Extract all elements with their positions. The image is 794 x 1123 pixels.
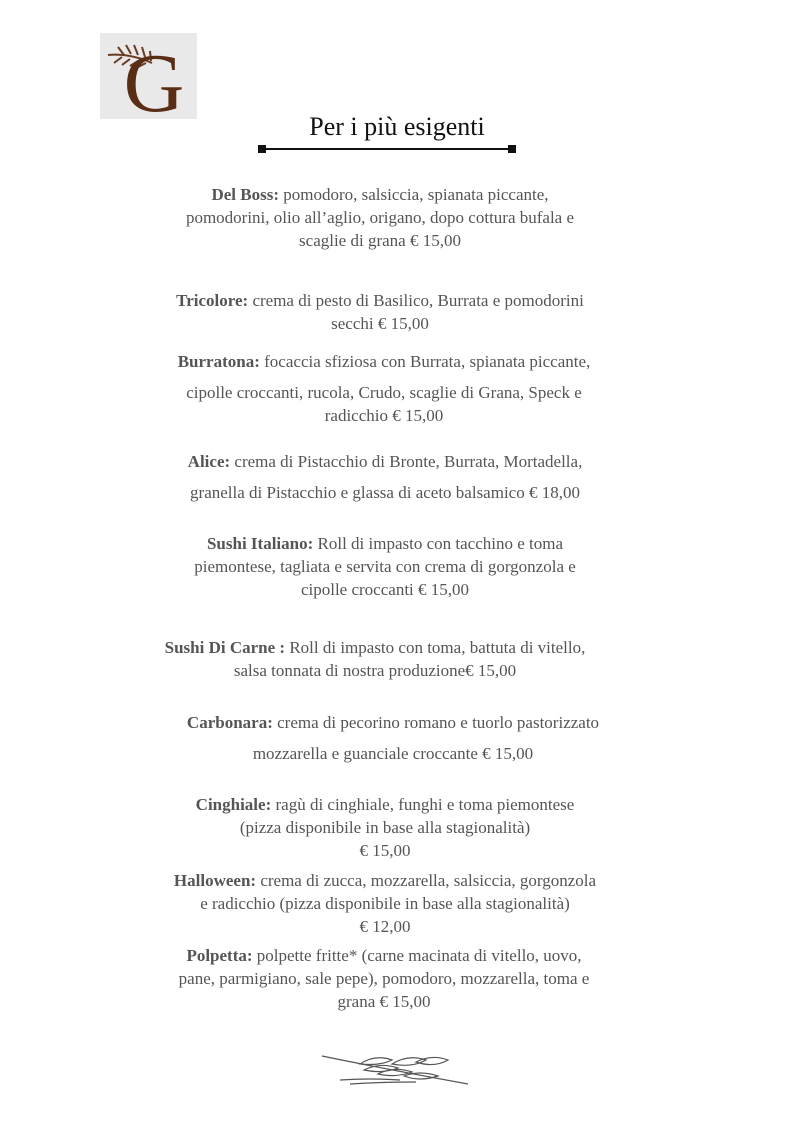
item-desc: secchi € 15,00 [331, 314, 429, 333]
item-desc: crema di pecorino romano e tuorlo pastorizzato [272, 713, 600, 732]
item-desc: e radicchio (pizza disponibile in base alla stagionalità) [200, 894, 570, 913]
item-desc: grana € 15,00 [337, 992, 431, 1011]
item-desc: (pizza disponibile in base alla stagionalità) [239, 818, 531, 837]
item-desc: pomodorini, olio all’aglio, origano, dopo cottura bufala e [185, 208, 575, 227]
menu-item-sushi-italiano [110, 532, 660, 601]
logo [100, 33, 197, 119]
menu-item-del-boss [120, 183, 640, 252]
item-desc: cipolle croccanti, rucola, Crudo, scaglie di Grana, Speck e [186, 383, 582, 402]
item-name: Burratona: [177, 352, 260, 371]
item-desc: cipolle croccanti € 15,00 [300, 580, 470, 599]
item-desc: ragù di cinghiale, funghi e toma piemontese [271, 795, 575, 814]
wheat-logo-icon [100, 33, 197, 119]
item-desc: Roll di impasto con toma, battuta di vitello, [285, 638, 586, 657]
item-desc: radicchio € 15,00 [324, 406, 444, 425]
item-name: Carbonara: [186, 713, 273, 732]
menu-item-sushi-di-carne [90, 636, 660, 682]
item-desc: crema di Pistacchio di Bronte, Burrata, Mortadella, [230, 452, 583, 471]
menu-item-alice [100, 450, 670, 504]
title-divider [258, 143, 516, 155]
menu-item-halloween [100, 869, 670, 938]
menu-item-cinghiale [110, 793, 660, 862]
wheat-icon [320, 1050, 470, 1090]
item-desc: crema di pesto di Basilico, Burrata e pomodorini [248, 291, 584, 310]
item-desc: granella di Pistacchio e glassa di aceto balsamico € 18,00 [190, 483, 580, 502]
item-desc: focaccia sfiziosa con Burrata, spianata piccante, [259, 352, 591, 371]
page-title: Per i più esigenti [309, 112, 485, 141]
item-name: Alice: [187, 452, 231, 471]
menu-item-polpetta [100, 944, 668, 1013]
item-desc: crema di zucca, mozzarella, salsiccia, gorgonzola [256, 871, 597, 890]
item-desc: pane, parmigiano, sale pepe), pomodoro, mozzarella, toma e [178, 969, 590, 988]
item-desc: Roll di impasto con tacchino e toma [313, 534, 564, 553]
item-desc: scaglie di grana € 15,00 [299, 231, 461, 250]
menu-item-burratona [100, 350, 668, 427]
item-desc: salsa tonnata di nostra produzione€ 15,00 [233, 661, 517, 680]
item-name: Polpetta: [186, 946, 253, 965]
item-desc: piemontese, tagliata e servita con crema di gorgonzola e [194, 557, 576, 576]
logo-letter: G [123, 37, 185, 119]
item-desc: polpette fritte* (carne macinata di vitello, uovo, [252, 946, 582, 965]
item-name: Cinghiale: [195, 795, 272, 814]
menu-item-tricolore [100, 289, 660, 335]
item-desc: mozzarella e guanciale croccante € 15,00 [252, 744, 534, 763]
menu-item-carbonara [100, 711, 686, 765]
item-name: Halloween: [173, 871, 257, 890]
item-desc: pomodoro, salsiccia, spianata piccante, [278, 185, 549, 204]
item-desc: € 12,00 [359, 917, 411, 936]
item-name: Del Boss: [211, 185, 279, 204]
item-name: Sushi Italiano: [206, 534, 314, 553]
item-name: Sushi Di Carne : [164, 638, 286, 657]
item-name: Tricolore: [176, 291, 249, 310]
item-desc: € 15,00 [359, 841, 411, 860]
